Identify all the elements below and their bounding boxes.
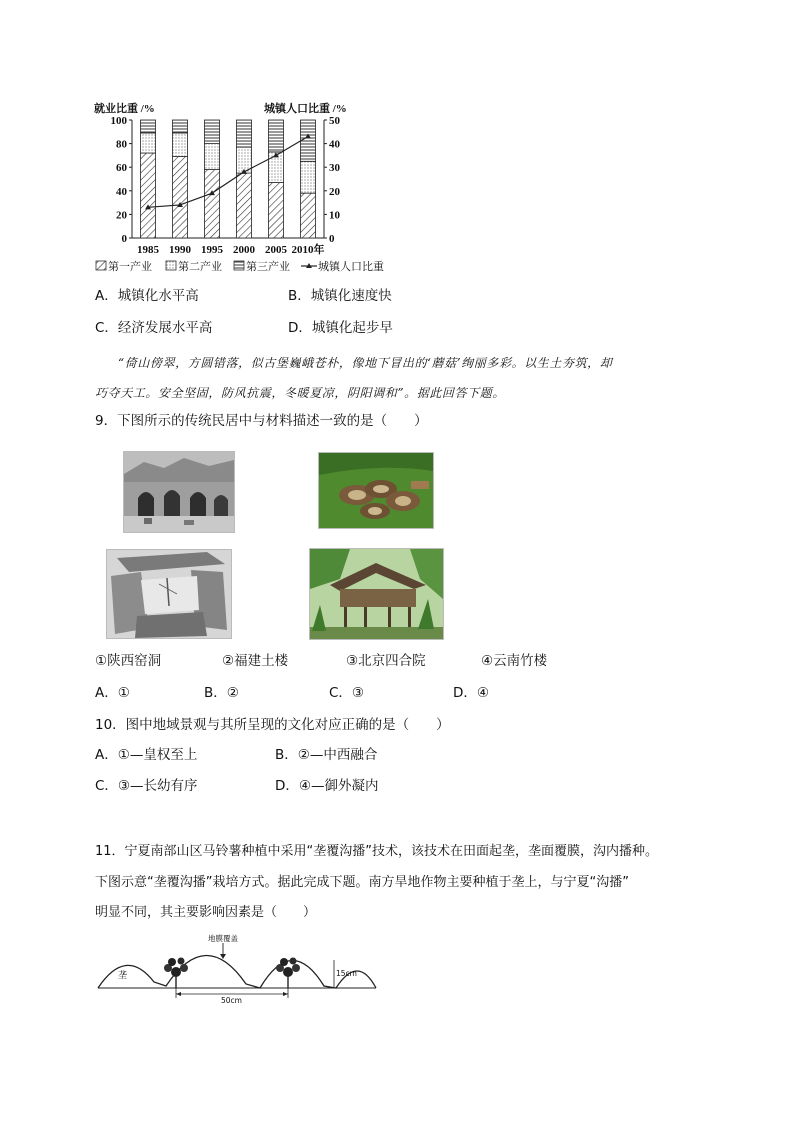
ridge-label: 垄 [118,971,128,981]
passage-line-2: 巧夺天工。安全坚固，防风抗震，冬暖夏凉，阴阳调和”。据此回答下题。 [95,386,505,400]
y-left-tick-label: 20 [116,209,127,222]
y-right-tick-label: 40 [329,138,340,151]
q8-option-c: C．经济发展水平高 [95,320,213,336]
chart-legend [94,258,394,274]
x-tick-label: 1995 [201,244,223,256]
y-axis-left-label: 就业比重 /% [94,103,155,115]
q10-option-c: C．③—长幼有序 [95,778,198,794]
bar-primary [205,170,220,238]
q9-option-c: C．③ [329,685,365,701]
x-tick-label: 2010年 [291,244,325,256]
width-label: 50cm [221,996,242,1005]
bar-secondary [301,161,316,193]
q10-stem: 10．图中地域景观与其所呈现的文化对应正确的是（ ） [95,717,450,733]
legend-label-primary: 第一产业 [108,260,152,273]
q9-caption-3: ③北京四合院 [346,653,426,669]
employment-chart [88,98,398,278]
legend-swatch-primary [96,261,106,270]
bar-tertiary [269,120,284,152]
bar-tertiary [205,120,220,144]
q11-line-1: 11．宁夏南部山区马铃薯种植中采用“垄覆沟播”技术，该技术在田面起垄，垄面覆膜，沟内播种。 [95,844,659,859]
height-label: 15cm [336,969,357,978]
bar-secondary [141,133,156,153]
x-tick-label: 2000 [233,244,255,256]
y-right-tick-label: 50 [329,115,340,127]
q9-stem: 9．下图所示的传统民居中与材料描述一致的是（ ） [95,413,428,429]
film-arrowhead [220,954,226,959]
photo-cave-dwelling [123,451,235,533]
x-tick-label: 1985 [137,244,159,256]
bar-primary [237,173,252,238]
q11-line-3: 明显不同，其主要影响因素是（ ） [95,905,317,920]
q9-caption-2: ②福建土楼 [222,653,289,669]
x-tick-label: 1990 [169,244,191,256]
q10-option-a: A．①—皇权至上 [95,747,198,763]
photo-yunnan-bamboo-house [309,548,444,640]
bar-tertiary [141,120,156,133]
x-tick-label: 2005 [265,244,287,256]
q11-line-2: 下图示意“垄覆沟播”栽培方式。据此完成下题。南方旱地作物主要种植于垄上，与宁夏“沟播” [95,875,629,890]
y-right-tick-label: 30 [329,162,340,175]
legend-label-urban: 城镇人口比重 [318,260,384,273]
potato-plant-2-icon [276,958,300,989]
bar-secondary [205,144,220,170]
passage-line-1: “倚山傍翠，方圆错落，似古堡巍峨苍朴，像地下冒出的‘蘑菇’绚丽多彩。以生土夯筑，却 [118,356,613,370]
q10-option-d: D．④—御外凝内 [275,778,379,794]
q9-option-b: B．② [204,685,239,701]
y-axis-right-label: 城镇人口比重 /% [264,103,347,115]
y-left-tick-label: 100 [110,115,127,127]
y-left-tick-label: 80 [116,138,127,151]
y-left-tick-label: 60 [116,162,127,175]
legend-swatch-tertiary [234,261,244,270]
urban-ratio-line [148,137,308,208]
q9-caption-1: ①陕西窑洞 [95,653,162,669]
photo-fujian-tulou [318,452,434,529]
q8-option-b: B．城镇化速度快 [288,288,392,304]
y-right-tick-label: 0 [329,233,335,245]
legend-label-tertiary: 第三产业 [246,260,290,273]
bar-tertiary [237,120,252,147]
y-left-tick-label: 0 [121,233,127,245]
legend-label-secondary: 第二产业 [178,260,222,273]
ridge-furrow-diagram [96,930,380,1006]
q9-option-d: D．④ [453,685,489,701]
photo-beijing-siheyuan [106,549,232,639]
bar-tertiary [301,120,316,161]
y-right-tick-label: 20 [329,185,340,198]
legend-swatch-secondary [166,261,176,270]
y-left-tick-label: 40 [116,185,127,198]
q10-option-b: B．②—中西融合 [275,747,378,763]
bar-primary [301,193,316,238]
q9-option-a: A．① [95,685,130,701]
bar-secondary [173,133,188,157]
bar-primary [269,183,284,238]
bar-tertiary [173,120,188,133]
q9-caption-4: ④云南竹楼 [481,653,548,669]
bar-primary [173,157,188,238]
y-right-tick-label: 10 [329,209,340,222]
bar-primary [141,153,156,238]
q8-option-a: A．城镇化水平高 [95,288,199,304]
film-label: 地膜覆盖 [208,934,238,943]
q8-option-d: D．城镇化起步早 [288,320,393,336]
